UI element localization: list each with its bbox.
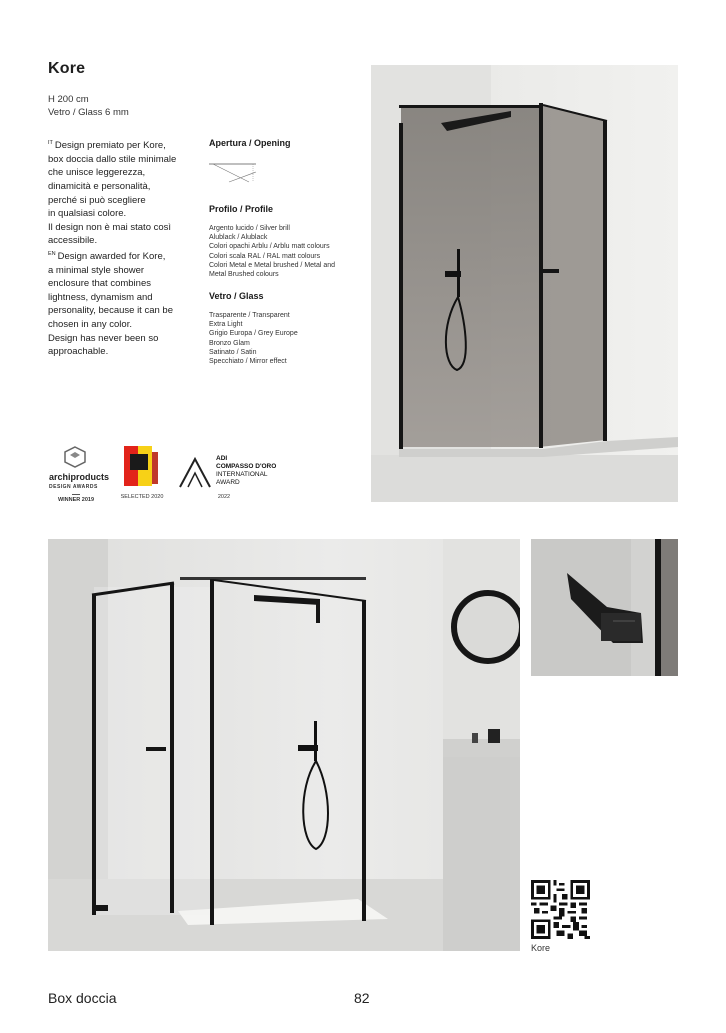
description-en-language-marker: EN [48,250,56,257]
description-it-line: perché si può scegliere [48,194,146,206]
profile-item: Alublack / Alublack [209,234,268,242]
glass-heading: Vetro / Glass [209,291,264,301]
description-en-line: personality, because it can be [48,305,173,317]
description-block [48,137,198,359]
qr-code[interactable] [531,880,590,939]
description-en-line: lightness, dynamism and [48,291,153,303]
profile-list [209,224,335,279]
description-en-line: chosen in any color. [48,319,132,331]
glass-item: Satinato / Satin [209,348,257,356]
glass-item: Grigio Europa / Grey Europe [209,330,298,338]
description-it-line: in qualsiasi colore. [48,208,127,220]
description-it-line: che unisce leggerezza, [48,167,146,179]
description-en-line: enclosure that combines [48,278,151,290]
glass-item: Specchiato / Mirror effect [209,358,287,366]
description-it-language-marker: IT [48,140,53,146]
glass-item: Bronzo Glam [209,339,250,347]
description-it-line: dinamicità e personalità, [48,180,151,192]
profile-heading: Profilo / Profile [209,204,274,214]
footer-section-title: Box doccia [48,990,117,1006]
description-en-line: a minimal style shower [48,264,145,276]
description-en-line: Design has never been so [48,332,159,344]
archiproducts-logo-icon [64,446,86,468]
compasso-doro-logo-icon [178,455,212,489]
compasso-caption: 2022 [217,494,231,500]
profile-item: Colori opachi Arblu / Arblu matt colours [209,243,330,251]
qr-caption: Kore [531,943,551,953]
glass-item: Extra Light [209,321,243,329]
profile-item: Colori scala RAL / RAL matt colours [209,252,321,260]
archiproducts-subtitle: DESIGN AWARDS [49,484,98,490]
glass-list [209,311,298,366]
opening-heading: Apertura / Opening [209,138,291,148]
description-it-line: Il design non è mai stato così [48,221,172,233]
profile-item: Colori Metal e Metal brushed / Metal and [209,261,336,269]
page-number: 82 [354,990,370,1006]
opening-diagram-icon [209,158,259,186]
glass-item: Trasparente / Transparent [209,312,290,319]
adi-index-caption: SELECTED 2020 [120,494,164,500]
page-title: Kore [48,60,86,77]
archiproducts-caption: WINNER 2019 [52,494,100,503]
description-it-line: accessibile. [48,235,98,247]
description-en-line: approachable. [48,346,109,358]
description-en-line: Design awarded for Kore, [57,251,166,263]
shower-photo-main [371,65,678,502]
description-it-line: box doccia dallo stile minimale [48,153,177,165]
glass-spec: Vetro / Glass 6 mm [48,107,129,118]
description-it-line: Design premiato per Kore, [54,140,166,152]
compasso-doro-text: ADI COMPASSO D'ORO INTERNATIONAL AWARD [216,455,277,486]
profile-item: Argento lucido / Silver brill [209,225,290,232]
shower-photo-room [48,539,520,951]
description-it [48,137,198,248]
archiproducts-wordmark: archiproducts [49,472,110,482]
adi-index-logo-icon [124,446,160,486]
profile-item: Metal Brushed colours [209,271,279,279]
handle-detail-photo [531,539,678,676]
description-en [48,248,198,359]
height-spec: H 200 cm [48,94,89,105]
